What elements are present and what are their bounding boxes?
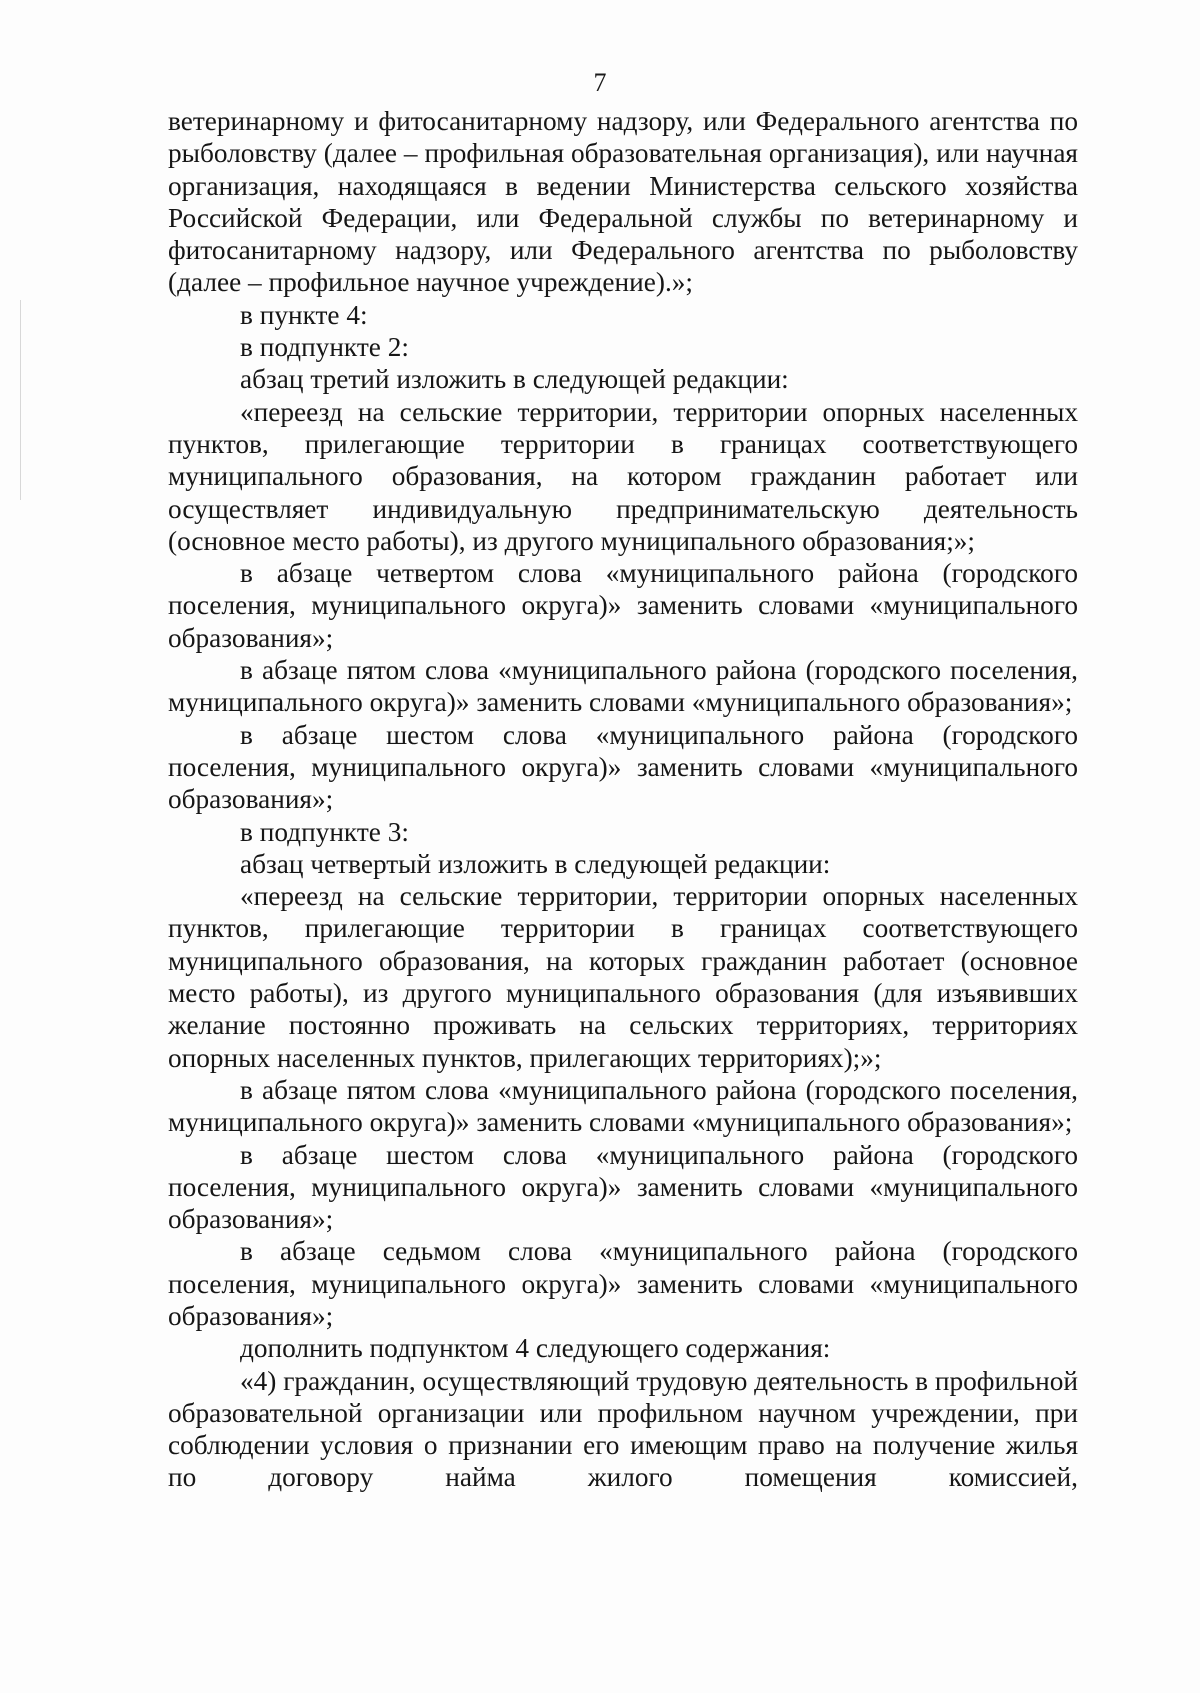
paragraph-sixth-abzac-2: в абзаце шестом слова «муниципального района (городского поселения, муниципального округа)» заменить словами «муниципального образования»; [168,1139,1078,1235]
paragraph-seventh-abzac: в абзаце седьмом слова «муниципального района (городского поселения, муниципального округа)» заменить словами «муниципального образования»; [168,1236,1078,1331]
paragraph-fourth-abzac: в абзаце четвертом слова «муниципального района (городского поселения, муниципального округа)» заменить словами «муниципального образования»; [168,558,1078,653]
paragraph-continuation: ветеринарному и фитосанитарному надзору, или Федерального агентства по рыболовству (далее – профильная образовательная организация), или научная организация, находящаяся в ведении Министерства сельского хозяйства Российской Федерации, или Федеральной службы по ветеринарному и фитосанитарному надзору, или Федерального агентства по рыболовству (далее – профильное научное учреждение).»; [168,106,1078,298]
paragraph-subpoint-2: в подпункте 2: [240,332,409,363]
paragraph-quoted-relocation-2: «переезд на сельские территории, территории опорных населенных пунктов, прилегающие территории в границах соответствующего муниципального образования, на которых гражданин работает (основное место работы), из другого муниципального образования (для изъявивших желание постоянно проживать на сельских территориях, территориях опорных населенных пунктов, прилегающих территориях);»; [168,881,1078,1073]
paragraph-third-abzac-intro: абзац третий изложить в следующей редакции: [240,364,789,395]
paragraph-subpoint-3: в подпункте 3: [240,816,409,847]
page-number: 7 [593,68,607,97]
paragraph-point-4: в пункте 4: [240,299,368,330]
paragraph-subpoint-4-text: «4) гражданин, осуществляющий трудовую деятельность в профильной образовательной организации или профильном научном учреждении, при соблюдении условия о признании его имеющим право на получение жилья по договору найма жилого помещения комиссией, [168,1365,1078,1493]
paragraph-sixth-abzac: в абзаце шестом слова «муниципального района (городского поселения, муниципального округа)» заменить словами «муниципального образования»; [168,719,1078,815]
paragraph-fifth-abzac: в абзаце пятом слова «муниципального района (городского поселения, муниципального округа)» заменить словами «муниципального образования»; [168,655,1078,718]
paragraph-fourth-abzac-intro: абзац четвертый изложить в следующей редакции: [240,848,831,879]
document-body [168,105,1078,1494]
paragraph-quoted-relocation-1: «переезд на сельские территории, территории опорных населенных пунктов, прилегающие территории в границах соответствующего муниципального образования, на котором гражданин работает или осуществляет индивидуальную предпринимательскую деятельность (основное место работы), из другого муниципального образования;»; [168,396,1078,556]
paragraph-add-subpoint-4: дополнить подпунктом 4 следующего содержания: [240,1333,831,1364]
paragraph-fifth-abzac-2: в абзаце пятом слова «муниципального района (городского поселения, муниципального округа)» заменить словами «муниципального образования»; [168,1074,1078,1138]
scan-edge-mark [20,300,21,500]
